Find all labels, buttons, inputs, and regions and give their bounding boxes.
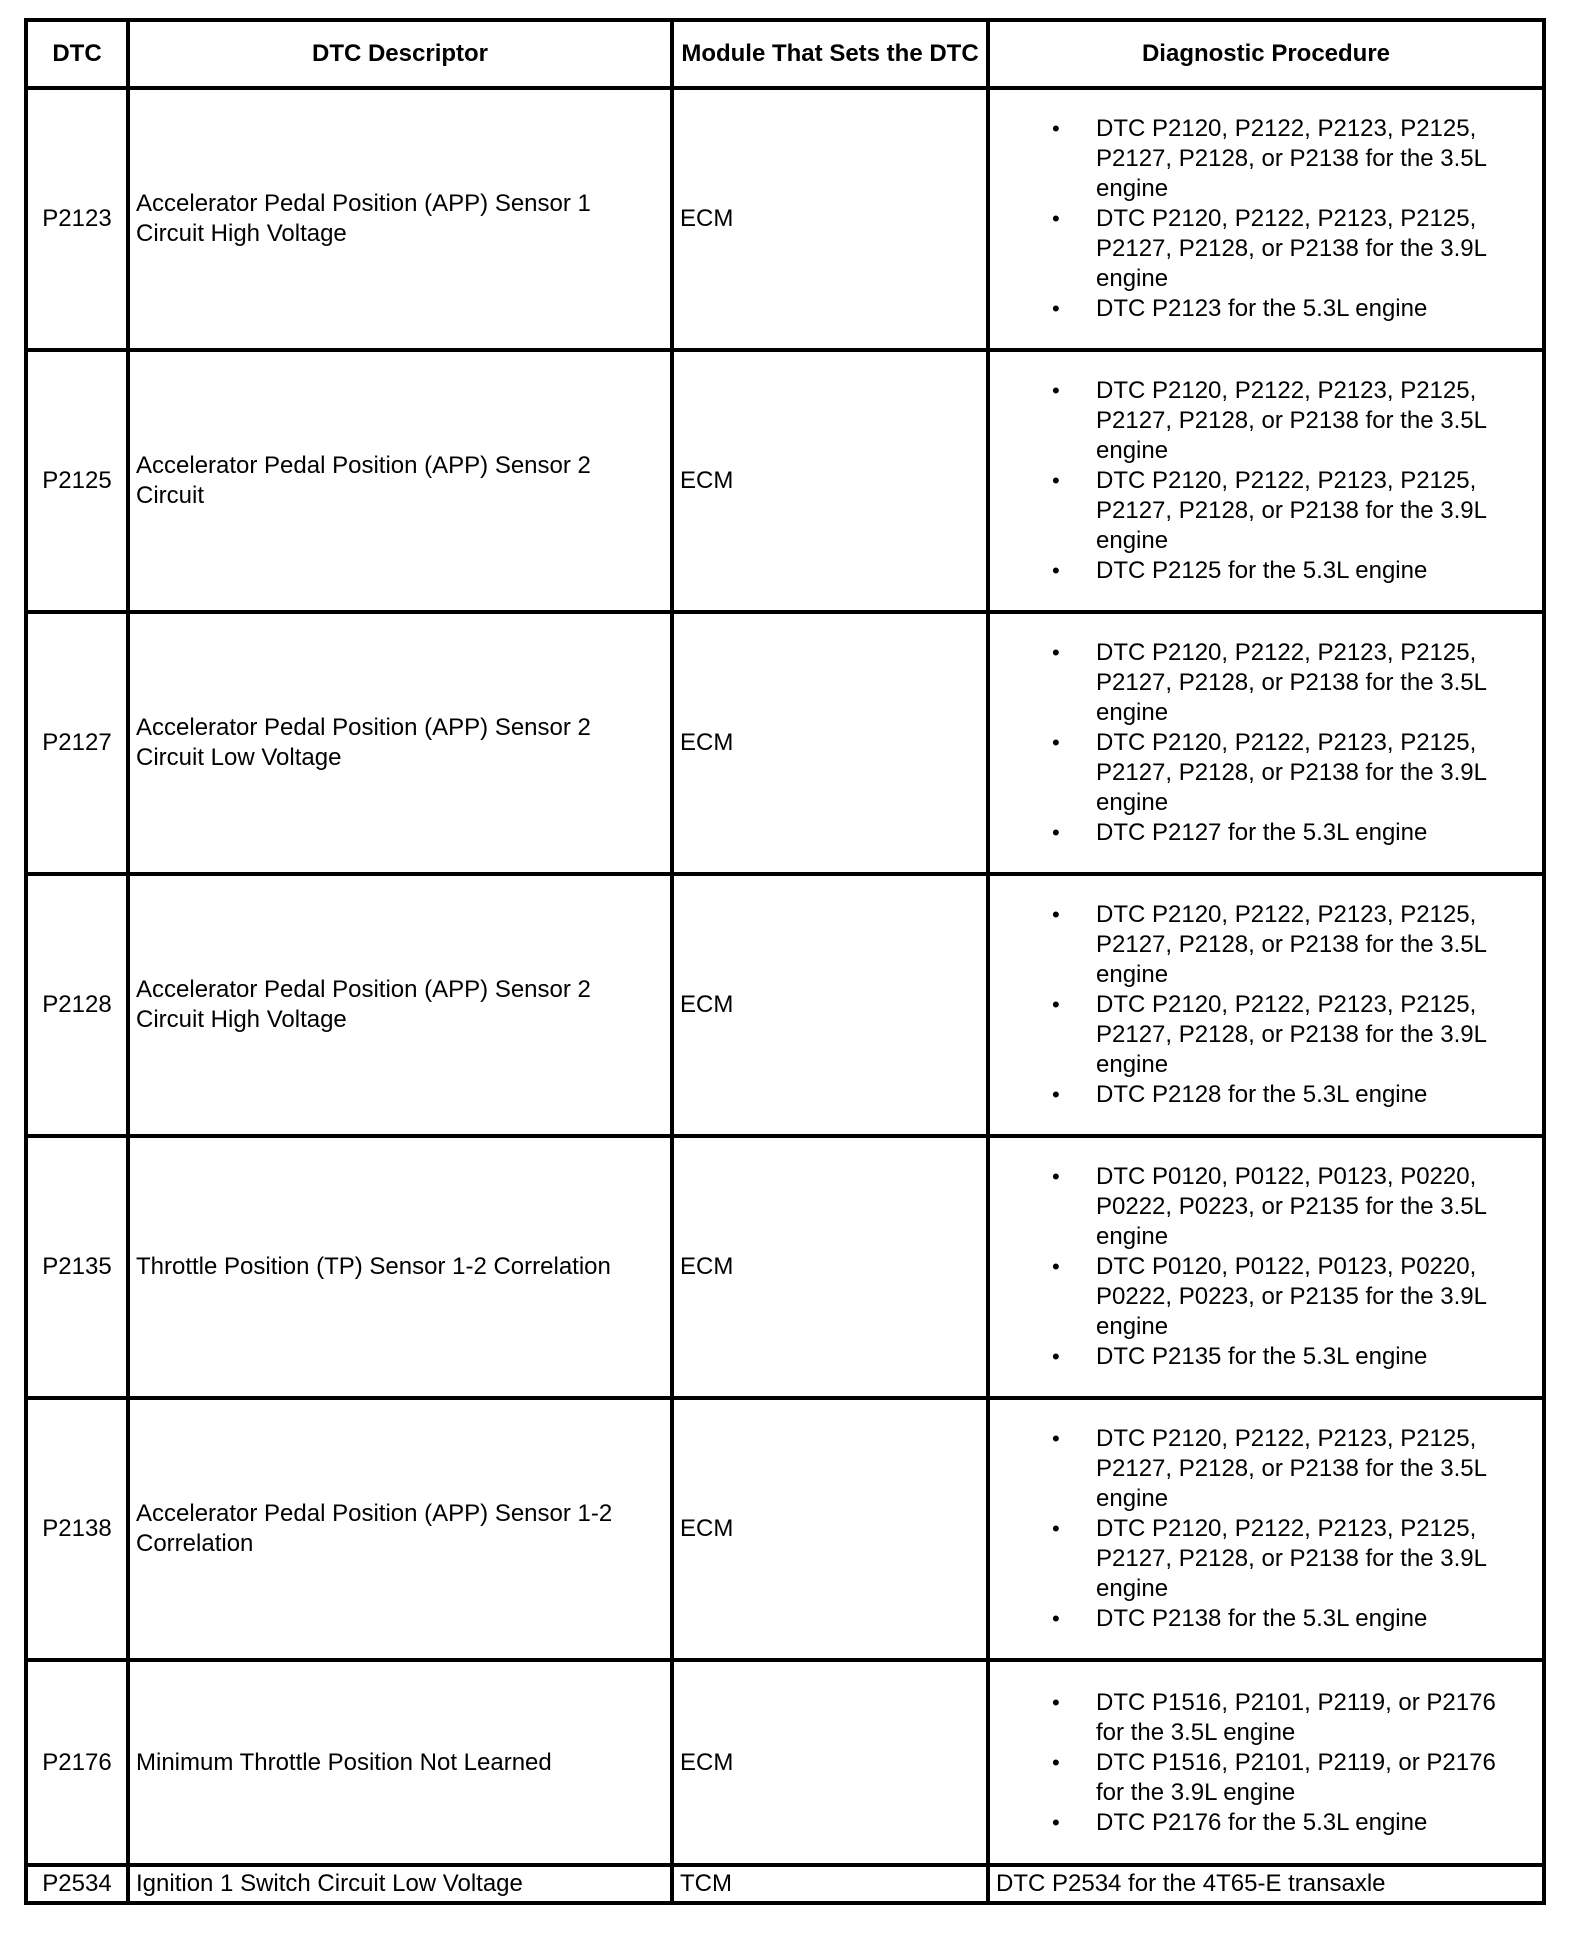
dtc-descriptor: Accelerator Pedal Position (APP) Sensor 2 Circuit High Voltage — [128, 874, 672, 1136]
dtc-descriptor: Minimum Throttle Position Not Learned — [128, 1660, 672, 1865]
module: TCM — [672, 1865, 988, 1903]
module: ECM — [672, 350, 988, 612]
dtc-descriptor: Accelerator Pedal Position (APP) Sensor 1 Circuit High Voltage — [128, 88, 672, 350]
module: ECM — [672, 612, 988, 874]
table-row — [26, 874, 1544, 1136]
diagnostic-procedure — [988, 88, 1544, 350]
dtc-code: P2534 — [26, 1865, 128, 1903]
procedure-item: • DTC P2120, P2122, P2123, P2125, P2127, P2128, or P2138 for the 3.9L engine — [996, 728, 1536, 818]
diagnostic-procedure — [988, 1398, 1544, 1660]
procedure-item: • DTC P1516, P2101, P2119, or P2176 for the 3.9L engine — [996, 1748, 1536, 1808]
diagnostic-procedure: DTC P2534 for the 4T65-E transaxle — [988, 1865, 1544, 1903]
table-row — [26, 612, 1544, 874]
procedure-item: • DTC P2128 for the 5.3L engine — [996, 1080, 1536, 1110]
procedure-item: • DTC P2123 for the 5.3L engine — [996, 294, 1536, 324]
procedure-item: • DTC P2120, P2122, P2123, P2125, P2127, P2128, or P2138 for the 3.5L engine — [996, 638, 1536, 728]
dtc-code: P2128 — [26, 874, 128, 1136]
dtc-descriptor: Accelerator Pedal Position (APP) Sensor 1-2 Correlation — [128, 1398, 672, 1660]
diagnostic-procedure — [988, 1136, 1544, 1398]
header-procedure: Diagnostic Procedure — [988, 20, 1544, 88]
header-dtc: DTC — [26, 20, 128, 88]
dtc-table — [24, 18, 1546, 1905]
procedure-item: • DTC P2120, P2122, P2123, P2125, P2127, P2128, or P2138 for the 3.5L engine — [996, 900, 1536, 990]
dtc-descriptor: Ignition 1 Switch Circuit Low Voltage — [128, 1865, 672, 1903]
procedure-item: • DTC P2120, P2122, P2123, P2125, P2127, P2128, or P2138 for the 3.5L engine — [996, 114, 1536, 204]
dtc-code: P2123 — [26, 88, 128, 350]
module: ECM — [672, 1398, 988, 1660]
dtc-descriptor: Accelerator Pedal Position (APP) Sensor 2 Circuit Low Voltage — [128, 612, 672, 874]
diagnostic-procedure — [988, 350, 1544, 612]
procedure-item: • DTC P1516, P2101, P2119, or P2176 for the 3.5L engine — [996, 1688, 1536, 1748]
procedure-item: • DTC P2127 for the 5.3L engine — [996, 818, 1536, 848]
dtc-code: P2135 — [26, 1136, 128, 1398]
diagnostic-procedure — [988, 1660, 1544, 1865]
dtc-code: P2176 — [26, 1660, 128, 1865]
dtc-descriptor: Accelerator Pedal Position (APP) Sensor 2 Circuit — [128, 350, 672, 612]
procedure-item: • DTC P2138 for the 5.3L engine — [996, 1604, 1536, 1634]
module: ECM — [672, 88, 988, 350]
procedure-item: • DTC P0120, P0122, P0123, P0220, P0222, P0223, or P2135 for the 3.9L engine — [996, 1252, 1536, 1342]
module: ECM — [672, 1136, 988, 1398]
dtc-code: P2138 — [26, 1398, 128, 1660]
table-row — [26, 1398, 1544, 1660]
procedure-item: • DTC P2120, P2122, P2123, P2125, P2127, P2128, or P2138 for the 3.9L engine — [996, 204, 1536, 294]
header-module: Module That Sets the DTC — [672, 20, 988, 88]
procedure-item: • DTC P0120, P0122, P0123, P0220, P0222, P0223, or P2135 for the 3.5L engine — [996, 1162, 1536, 1252]
diagnostic-procedure — [988, 874, 1544, 1136]
dtc-descriptor: Throttle Position (TP) Sensor 1-2 Correlation — [128, 1136, 672, 1398]
procedure-item: • DTC P2176 for the 5.3L engine — [996, 1808, 1536, 1838]
procedure-item: • DTC P2120, P2122, P2123, P2125, P2127, P2128, or P2138 for the 3.9L engine — [996, 1514, 1536, 1604]
procedure-item: • DTC P2120, P2122, P2123, P2125, P2127, P2128, or P2138 for the 3.5L engine — [996, 376, 1536, 466]
procedure-item: • DTC P2135 for the 5.3L engine — [996, 1342, 1536, 1372]
procedure-item: • DTC P2120, P2122, P2123, P2125, P2127, P2128, or P2138 for the 3.9L engine — [996, 466, 1536, 556]
header-descriptor: DTC Descriptor — [128, 20, 672, 88]
table-row — [26, 1136, 1544, 1398]
dtc-code: P2127 — [26, 612, 128, 874]
table-row — [26, 88, 1544, 350]
table-row — [26, 1660, 1544, 1865]
module: ECM — [672, 1660, 988, 1865]
table-row — [26, 350, 1544, 612]
diagnostic-procedure — [988, 612, 1544, 874]
procedure-item: • DTC P2120, P2122, P2123, P2125, P2127, P2128, or P2138 for the 3.5L engine — [996, 1424, 1536, 1514]
header-row — [26, 20, 1544, 88]
module: ECM — [672, 874, 988, 1136]
procedure-item: • DTC P2120, P2122, P2123, P2125, P2127, P2128, or P2138 for the 3.9L engine — [996, 990, 1536, 1080]
procedure-item: • DTC P2125 for the 5.3L engine — [996, 556, 1536, 586]
table-row — [26, 1865, 1544, 1903]
dtc-code: P2125 — [26, 350, 128, 612]
